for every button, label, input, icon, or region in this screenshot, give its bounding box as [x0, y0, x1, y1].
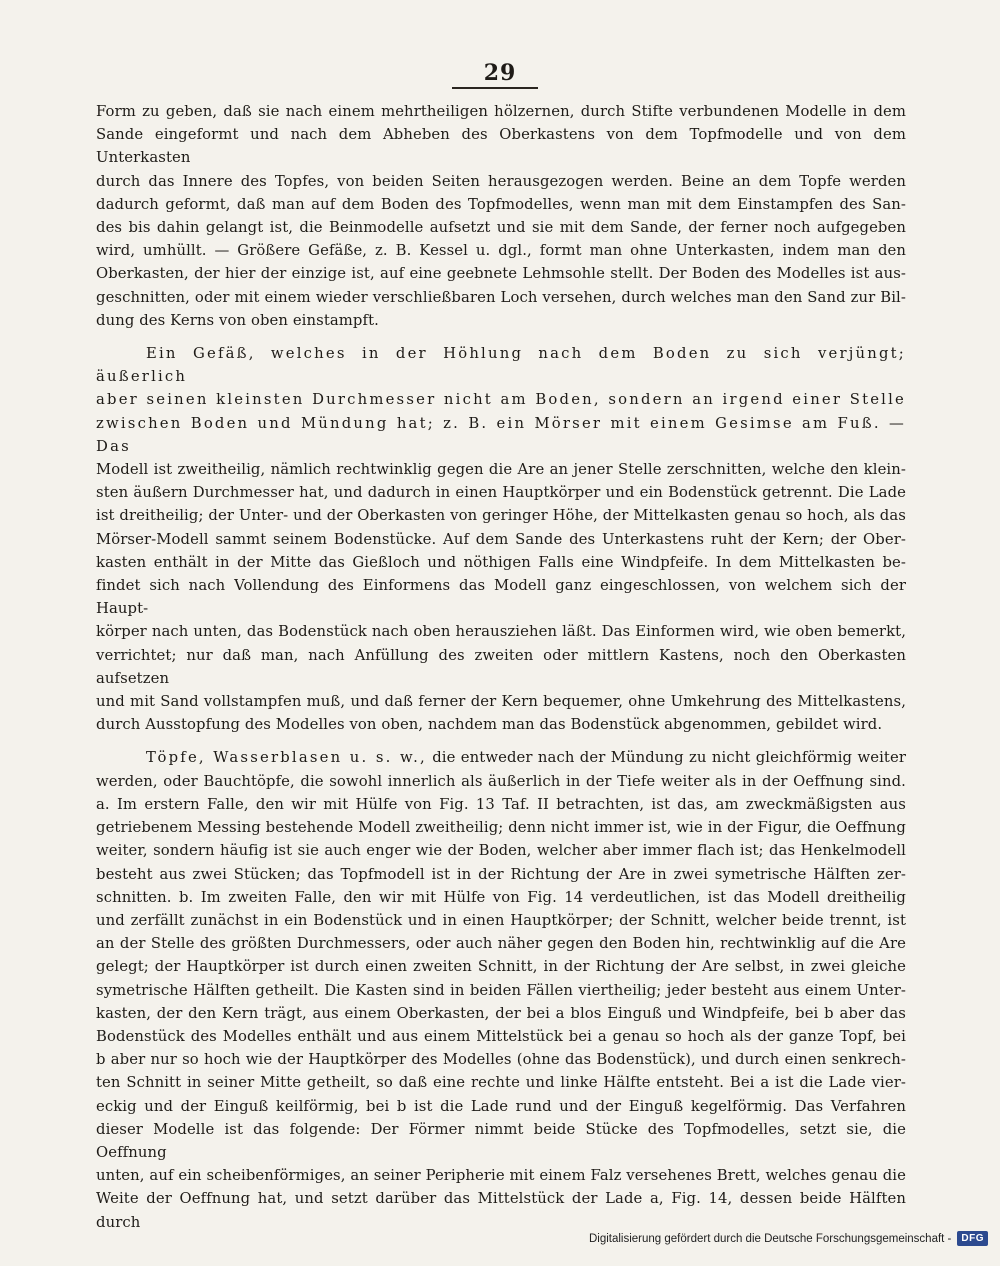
text-line: getriebenem Messing bestehende Modell zweitheilig; denn nicht immer ist, wie in der Figur, die Oeffnung: [96, 819, 906, 837]
text-line: Form zu geben, daß sie nach einem mehrtheiligen hölzernen, durch Stifte verbundenen Modelle in dem: [96, 103, 906, 120]
paragraph-1: [96, 100, 906, 332]
page-number: 29: [483, 60, 517, 86]
text-line: geschnitten, oder mit einem wieder verschließbaren Loch versehen, durch welches man den Sand zur Bil-: [96, 288, 906, 306]
text-line: durch Ausstopfung des Modelles von oben, nachdem man das Bodenstück abgenommen, gebildet wird.: [96, 716, 883, 734]
text-line: weiter, sondern häufig ist sie auch enger wie der Boden, welcher aber immer flach ist; das Henkelmodell: [96, 842, 906, 860]
text-line: Sande eingeformt und nach dem Abheben des Oberkastens von dem Topfmodelle und von dem Unterkasten: [96, 126, 906, 167]
text-line: dieser Modelle ist das folgende: Der Förmer nimmt beide Stücke des Topfmodelles, setzt sie, die Oeffnung: [96, 1120, 906, 1161]
body-text: [96, 100, 906, 1234]
text-line: besteht aus zwei Stücken; das Topfmodell ist in der Richtung der Are in zwei symetrische Hälften zer-: [96, 865, 906, 883]
dfg-logo-icon: DFG: [957, 1231, 988, 1246]
text-line: a. Im erstern Falle, den wir mit Hülfe von Fig. 13 Taf. II betrachten, ist das, am zweckmäßigsten aus: [96, 795, 906, 813]
text-line: schnitten. b. Im zweiten Falle, den wir mit Hülfe von Fig. 14 verdeutlichen, ist das Modell dreitheilig: [96, 888, 906, 906]
text-line: kasten, der den Kern trägt, aus einem Oberkasten, der bei a blos Einguß und Windpfeife, bei b aber das: [96, 1004, 906, 1022]
text-line: sten äußern Durchmesser hat, und dadurch in einen Hauptkörper und ein Bodenstück getrennt. Die Lade: [96, 484, 906, 502]
text-line: ten Schnitt in seiner Mitte getheilt, so daß eine rechte und linke Hälfte entsteht. Bei a ist die Lade vier-: [96, 1074, 906, 1092]
text-line: Oberkasten, der hier der einzige ist, auf eine geebnete Lehmsohle stellt. Der Boden des Modelles ist aus-: [96, 265, 906, 283]
text-line: Weite der Oeffnung hat, und setzt darüber das Mittelstück der Lade a, Fig. 14, dessen beide Hälften durch: [96, 1190, 906, 1231]
text-line: eckig und der Einguß keilförmig, bei b ist die Lade rund und der Einguß kegelförmig. Das Verfahren: [96, 1097, 906, 1115]
text-line: verrichtet; nur daß man, nach Anfüllung des zweiten oder mittlern Kastens, noch den Oberkasten aufsetzen: [96, 646, 906, 687]
text-line-emphasis: Ein Gefäß, welches in der Höhlung nach dem Boden zu sich verjüngt; äußerlich: [96, 345, 906, 386]
paragraph-2: [96, 342, 906, 736]
text-line-emphasis: aber seinen kleinsten Durchmesser nicht am Boden, sondern an irgend einer Stelle: [96, 391, 906, 409]
footer-credit: Digitalisierung gefördert durch die Deutsche Forschungsgemeinschaft -: [588, 1232, 952, 1245]
text-line: und mit Sand vollstampfen muß, und daß ferner der Kern bequemer, ohne Umkehrung des Mittelkastens,: [96, 693, 906, 711]
text-line: werden, oder Bauchtöpfe, die sowohl innerlich als äußerlich in der Tiefe weiter als in der Oeffnung sind.: [96, 772, 906, 790]
text-line: dadurch geformt, daß man auf dem Boden des Topfmodelles, wenn man mit dem Einstampfen des San-: [96, 195, 906, 213]
text-line-emphasis: zwischen Boden und Mündung hat; z. B. ein Mörser mit einem Gesimse am Fuß. — Das: [96, 414, 906, 455]
page-number-rule: [452, 87, 538, 89]
text-line: kasten enthält in der Mitte das Gießloch und nöthigen Falls eine Windpfeife. In dem Mittelkasten be-: [96, 553, 906, 571]
text-line: an der Stelle des größten Durchmessers, oder auch näher gegen den Boden hin, rechtwinklig auf die Are: [96, 935, 906, 953]
text-line: b aber nur so hoch wie der Hauptkörper des Modelles (ohne das Bodenstück), und durch einen senkrech-: [96, 1051, 906, 1069]
text-line: und zerfällt zunächst in ein Bodenstück und in einen Hauptkörper; der Schnitt, welcher beide trennt, ist: [96, 911, 906, 929]
emphasis-heading: Töpfe, Wasserblasen u. s. w.,: [146, 749, 427, 767]
text-line: ist dreitheilig; der Unter- und der Oberkasten von geringer Höhe, der Mittelkasten genau so hoch, als das: [96, 507, 906, 525]
text-line: des bis dahin gelangt ist, die Beinmodelle aufsetzt und sie mit dem Sande, der ferner noch aufgegeben: [96, 219, 906, 237]
text-line: unten, auf ein scheibenförmiges, an seiner Peripherie mit einem Falz versehenes Brett, welches genau die: [96, 1167, 906, 1185]
text-line: symetrische Hälften getheilt. Die Kasten sind in beiden Fällen viertheilig; jeder besteht aus einem Unter-: [96, 981, 906, 999]
digitization-footer: [589, 1231, 988, 1246]
text-line: durch das Innere des Topfes, von beiden Seiten herausgezogen werden. Beine an dem Topfe werden: [96, 172, 906, 190]
text-line: gelegt; der Hauptkörper ist durch einen zweiten Schnitt, in der Richtung der Are selbst, in zwei gleiche: [96, 958, 906, 976]
text-line: Bodenstück des Modelles enthält und aus einem Mittelstück bei a genau so hoch als der ganze Topf, bei: [96, 1027, 906, 1045]
text-run: die entweder nach der Mündung zu nicht gleichförmig weiter: [426, 749, 906, 767]
text-line: dung des Kerns von oben einstampft.: [96, 311, 379, 329]
text-line: wird, umhüllt. — Größere Gefäße, z. B. Kessel u. dgl., formt man ohne Unterkasten, indem man den: [96, 242, 906, 260]
text-line: findet sich nach Vollendung des Einformens das Modell ganz eingeschlossen, von welchem sich der Haupt-: [96, 577, 906, 618]
text-line: Mörser-Modell sammt seinem Bodenstücke. Auf dem Sande des Unterkastens ruht der Kern; der Ober-: [96, 530, 906, 548]
text-line: körper nach unten, das Bodenstück nach oben herausziehen läßt. Das Einformen wird, wie oben bemerkt,: [96, 623, 906, 641]
text-line: Modell ist zweitheilig, nämlich rechtwinklig gegen die Are an jener Stelle zerschnitten, welche den klein-: [96, 461, 906, 479]
text-line: [96, 746, 906, 769]
paragraph-3: [96, 746, 906, 1233]
